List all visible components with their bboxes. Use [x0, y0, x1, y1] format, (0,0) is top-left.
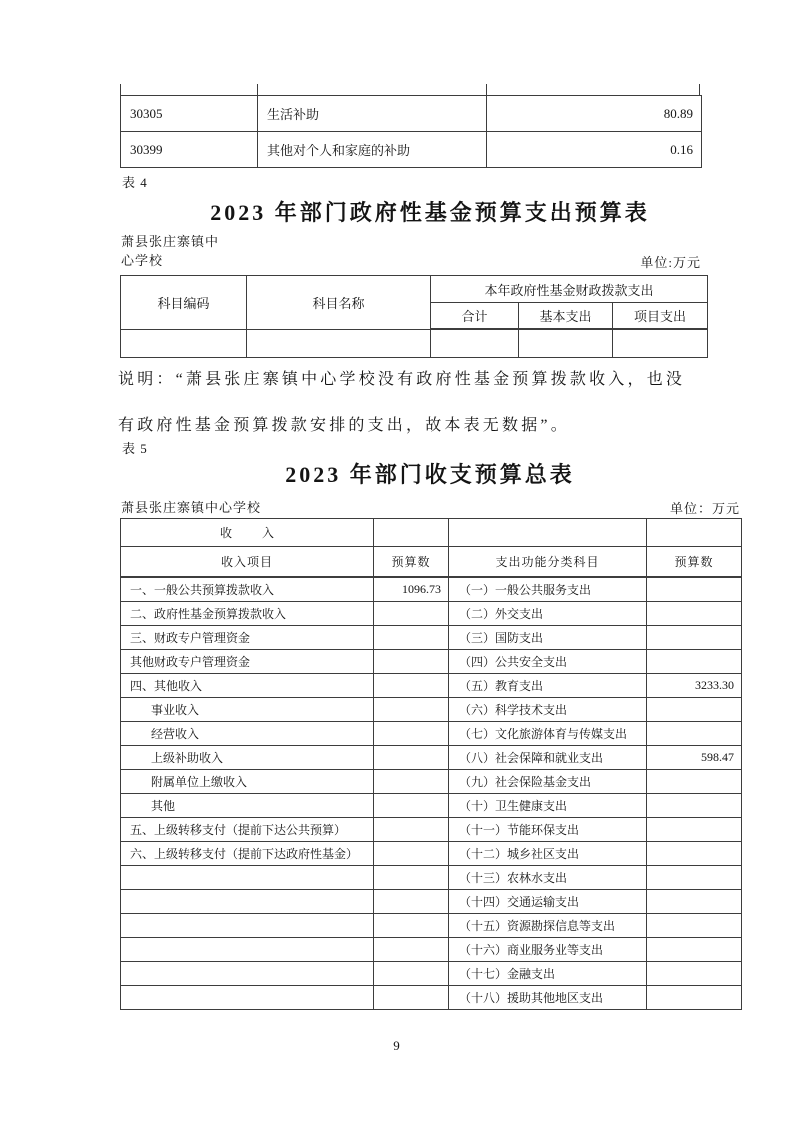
expense-item-cell: （七）文化旅游体育与传媒支出 [449, 722, 647, 746]
empty-cell [519, 329, 613, 358]
expense-budget-cell [647, 914, 742, 938]
income-item-cell [121, 890, 374, 914]
table-row [121, 674, 742, 698]
table-row [121, 746, 742, 770]
expense-item-cell: （四）公共安全支出 [449, 650, 647, 674]
expense-budget-cell [647, 722, 742, 746]
carryover-table-stub [120, 84, 700, 95]
table-row [121, 602, 742, 626]
table5-org-name: 萧县张庄寨镇中心学校 [121, 500, 262, 515]
table-row [121, 698, 742, 722]
subject-name-cell: 其他对个人和家庭的补助 [258, 132, 487, 168]
header-income-item: 收入项目 [121, 547, 374, 578]
org-name-line2: 心学校 [121, 253, 164, 268]
income-item-cell [121, 914, 374, 938]
expense-item-cell: （十六）商业服务业等支出 [449, 938, 647, 962]
subject-name-cell: 生活补助 [258, 96, 487, 132]
expense-budget-cell [647, 842, 742, 866]
table-row [121, 818, 742, 842]
table4-note-line2: 有政府性基金预算拨款安排的支出，故本表无数据”。 [118, 417, 570, 434]
income-item-cell [121, 866, 374, 890]
table-row [121, 986, 742, 1010]
income-item-cell: 五、上级转移支付（提前下达公共预算） [121, 818, 374, 842]
income-item-cell: 其他 [121, 794, 374, 818]
table-row [121, 626, 742, 650]
expense-item-cell: （十五）资源勘探信息等支出 [449, 914, 647, 938]
expense-budget-cell [647, 698, 742, 722]
table-row [121, 914, 742, 938]
header-income-group: 收 入 [121, 519, 374, 547]
income-budget-cell [374, 914, 449, 938]
expense-item-cell: （一）一般公共服务支出 [449, 577, 647, 602]
expense-item-cell: （八）社会保障和就业支出 [449, 746, 647, 770]
table4-header-row1 [121, 276, 708, 303]
income-budget-cell [374, 794, 449, 818]
income-item-cell: 其他财政专户管理资金 [121, 650, 374, 674]
table4-unit-label: 单位:万元 [640, 255, 701, 270]
expense-item-cell: （九）社会保险基金支出 [449, 770, 647, 794]
income-budget-cell [374, 698, 449, 722]
empty-cell [613, 329, 708, 358]
expense-budget-cell [647, 818, 742, 842]
header-subject-code: 科目编码 [121, 276, 247, 330]
income-budget-cell [374, 842, 449, 866]
header-expense-item: 支出功能分类科目 [449, 547, 647, 578]
expense-budget-cell [647, 794, 742, 818]
expense-item-cell: （十三）农林水支出 [449, 866, 647, 890]
expense-item-cell: （二）外交支出 [449, 602, 647, 626]
expense-budget-cell [647, 577, 742, 602]
header-subject-name: 科目名称 [247, 276, 431, 330]
expense-item-cell: （十七）金融支出 [449, 962, 647, 986]
expense-budget-cell [647, 650, 742, 674]
table4-note-line1: 说明：“萧县张庄寨镇中心学校没有政府性基金预算拨款收入，也没 [118, 371, 686, 388]
expense-item-cell: （十二）城乡社区支出 [449, 842, 647, 866]
expense-item-cell: （三）国防支出 [449, 626, 647, 650]
income-budget-cell [374, 602, 449, 626]
income-item-cell: 附属单位上缴收入 [121, 770, 374, 794]
table5-label: 表 5 [122, 441, 148, 456]
expense-budget-cell: 3233.30 [647, 674, 742, 698]
table5-title: 2023 年部门收支预算总表 [285, 462, 575, 487]
income-budget-cell [374, 770, 449, 794]
income-budget-cell [374, 890, 449, 914]
income-item-cell [121, 962, 374, 986]
expense-item-cell: （十）卫生健康支出 [449, 794, 647, 818]
expense-budget-cell [647, 890, 742, 914]
org-name-line1: 萧县张庄寨镇中 [121, 234, 220, 249]
income-budget-cell [374, 962, 449, 986]
income-budget-cell: 1096.73 [374, 577, 449, 602]
header-total: 合计 [431, 303, 519, 330]
income-budget-cell [374, 866, 449, 890]
empty-cell [247, 329, 431, 358]
empty-cell [449, 519, 647, 547]
table-row [121, 722, 742, 746]
table-row [121, 770, 742, 794]
table4-gov-fund-table [120, 275, 708, 358]
amount-cell: 0.16 [487, 132, 702, 168]
expense-budget-cell [647, 602, 742, 626]
expense-item-cell: （十一）节能环保支出 [449, 818, 647, 842]
income-item-cell: 一、一般公共预算拨款收入 [121, 577, 374, 602]
page-number: 9 [393, 1038, 400, 1053]
carryover-table [120, 95, 702, 168]
income-budget-cell [374, 746, 449, 770]
income-item-cell: 六、上级转移支付（提前下达政府性基金） [121, 842, 374, 866]
table4-title: 2023 年部门政府性基金预算支出预算表 [210, 200, 650, 225]
income-budget-cell [374, 626, 449, 650]
income-budget-cell [374, 722, 449, 746]
income-item-cell: 三、财政专户管理资金 [121, 626, 374, 650]
income-budget-cell [374, 818, 449, 842]
table4-empty-row [121, 329, 708, 358]
table-row [121, 866, 742, 890]
income-item-cell [121, 938, 374, 962]
amount-cell: 80.89 [487, 96, 702, 132]
header-project: 项目支出 [613, 303, 708, 330]
income-item-cell: 事业收入 [121, 698, 374, 722]
expense-budget-cell: 598.47 [647, 746, 742, 770]
table4-label: 表 4 [122, 175, 148, 190]
expense-budget-cell [647, 938, 742, 962]
table-row [121, 96, 702, 132]
income-item-cell: 二、政府性基金预算拨款收入 [121, 602, 374, 626]
expense-item-cell: （十四）交通运输支出 [449, 890, 647, 914]
empty-cell [374, 519, 449, 547]
expense-item-cell: （十八）援助其他地区支出 [449, 986, 647, 1010]
table-row [121, 890, 742, 914]
expense-budget-cell [647, 770, 742, 794]
header-fund-group: 本年政府性基金财政拨款支出 [431, 276, 708, 303]
empty-cell [647, 519, 742, 547]
empty-cell [121, 329, 247, 358]
expense-item-cell: （六）科学技术支出 [449, 698, 647, 722]
income-budget-cell [374, 986, 449, 1010]
table-row [121, 938, 742, 962]
table-row [121, 650, 742, 674]
expense-budget-cell [647, 962, 742, 986]
header-basic: 基本支出 [519, 303, 613, 330]
income-budget-cell [374, 674, 449, 698]
income-item-cell: 上级补助收入 [121, 746, 374, 770]
income-item-cell: 四、其他收入 [121, 674, 374, 698]
table-row [121, 962, 742, 986]
income-item-cell: 经营收入 [121, 722, 374, 746]
header-expense-budget: 预算数 [647, 547, 742, 578]
empty-cell [431, 329, 519, 358]
income-budget-cell [374, 650, 449, 674]
subject-code-cell: 30399 [121, 132, 258, 168]
expense-budget-cell [647, 626, 742, 650]
table-row [121, 842, 742, 866]
expense-item-cell: （五）教育支出 [449, 674, 647, 698]
income-item-cell [121, 986, 374, 1010]
table5-header-row2 [121, 547, 742, 578]
expense-budget-cell [647, 866, 742, 890]
table5-unit-label: 单位：万元 [669, 501, 740, 516]
table-row [121, 794, 742, 818]
expense-budget-cell [647, 986, 742, 1010]
income-budget-cell [374, 938, 449, 962]
table-row [121, 132, 702, 168]
header-income-budget: 预算数 [374, 547, 449, 578]
table5-header-row1 [121, 519, 742, 547]
table-row [121, 577, 742, 602]
table5-budget-summary-table [120, 518, 742, 1010]
subject-code-cell: 30305 [121, 96, 258, 132]
